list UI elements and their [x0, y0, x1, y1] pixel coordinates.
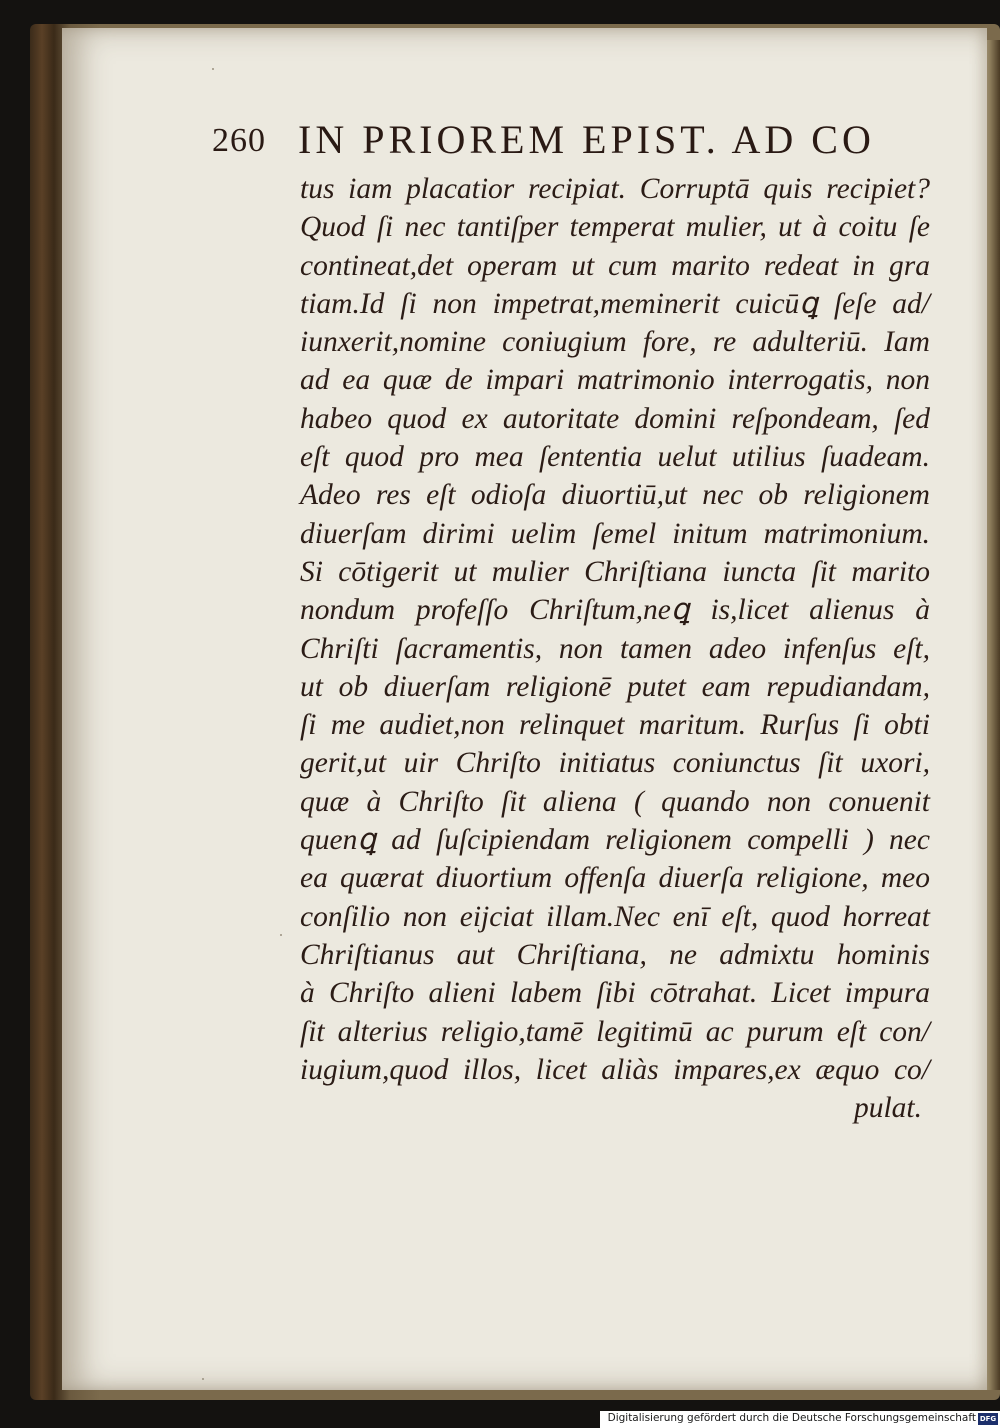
body-text: [300, 170, 930, 1127]
text-line: iunxerit,nomine coniugium fore, re adulteriū. Iam: [300, 326, 930, 359]
running-head: IN PRIOREM EPIST. AD CO: [298, 117, 875, 162]
text-line: diuerſam dirimi uelim ſemel initum matrimonium.: [300, 517, 930, 550]
text-line: nondum profeſſo Chriſtum,neꝗ is,licet alienus à: [300, 594, 930, 627]
page-header: [212, 116, 932, 160]
text-line: iugium,quod illos, licet aliàs impares,ex æquo co/: [300, 1053, 930, 1086]
text-line: Si cōtigerit ut mulier Chriſtiana iuncta ſit marito: [300, 555, 930, 588]
text-line: Quod ſi nec tantiſper temperat mulier, ut à coitu ſe: [300, 211, 930, 244]
text-line: Chriſti ſacramentis, non tamen adeo infenſus eſt,: [300, 632, 930, 665]
text-line: Adeo res eſt odioſa diuortiū,ut nec ob religionem: [300, 479, 930, 512]
text-line: Chriſtianus aut Chriſtiana, ne admixtu hominis: [300, 938, 930, 971]
text-line: tus iam placatior recipiat. Corruptā quis recipiet?: [300, 173, 930, 205]
text-line: eſt quod pro mea ſententia uelut utilius ſuadeam.: [300, 441, 930, 474]
text-line: ſi me audiet,non relinquet maritum. Rurſus ſi obti: [300, 709, 930, 742]
text-line: conſilio non eijciat illam.Nec enī eſt, quod horreat: [300, 900, 930, 933]
text-line: habeo quod ex autoritate domini reſpondeam, ſed: [300, 402, 930, 435]
text-line: ea quærat diuortium offenſa diuerſa religione, meo: [300, 862, 930, 895]
dfg-logo-icon: DFG: [979, 1415, 997, 1423]
text-line: ſit alterius religio,tamē legitimū ac purum eſt con/: [300, 1015, 930, 1048]
text-line: contineat,det operam ut cum marito redeat in gra: [300, 249, 930, 282]
text-line: ad ea quæ de impari matrimonio interrogatis, non: [300, 364, 930, 397]
footer-credit-bar: [600, 1411, 1000, 1428]
text-line-last: pulat.: [853, 1092, 922, 1125]
page-number: 260: [212, 122, 266, 159]
text-line: à Chriſto alieni labem ſibi cōtrahat. Licet impura: [300, 977, 930, 1010]
text-line: tiam.Id ſi non impetrat,meminerit cuicūꝗ ſeſe ad/: [300, 287, 930, 320]
text-line: quenꝗ ad ſuſcipiendam religionem compelli ) nec: [300, 824, 930, 857]
text-line: ut ob diuerſam religionē putet eam repudiandam,: [300, 670, 930, 703]
text-line: quæ à Chriſto ſit aliena ( quando non conuenit: [300, 785, 930, 818]
text-line: gerit,ut uir Chriſto initiatus coniunctus ſit uxori,: [300, 747, 930, 780]
footer-credit-text: Digitalisierung gefördert durch die Deutsche Forschungsgemeinschaft: [607, 1412, 976, 1424]
